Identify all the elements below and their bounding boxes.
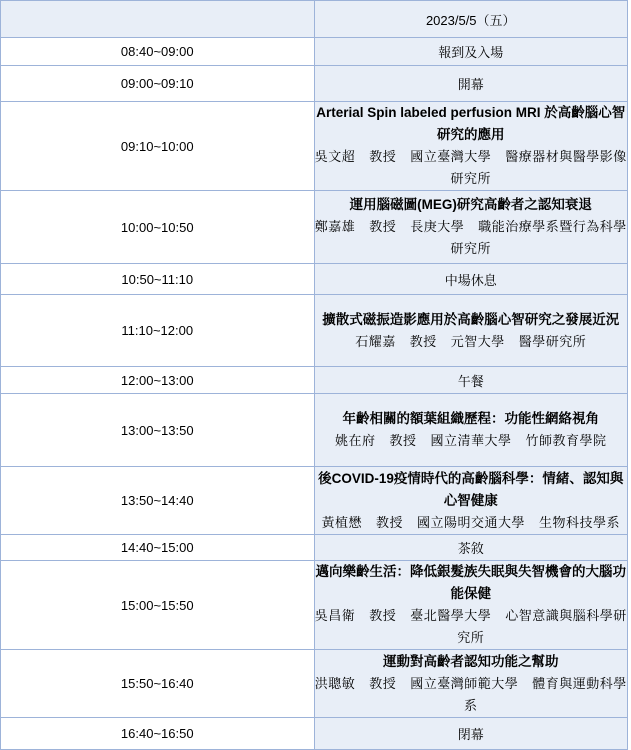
time-cell: 16:40~16:50 (1, 718, 315, 750)
talk-title: 運動對高齡者認知功能之幫助 (383, 653, 559, 669)
speaker-role: 教授 (369, 608, 397, 623)
speaker-line (315, 216, 628, 260)
time-cell: 10:50~11:10 (1, 264, 315, 295)
session-text: 報到及入場 (314, 38, 628, 66)
table-row (1, 650, 628, 718)
table-row (1, 102, 628, 191)
talk-title: 邁向樂齡生活：降低銀髮族失眠與失智機會的大腦功能保健 (315, 564, 626, 601)
speaker-role: 教授 (369, 149, 397, 164)
speaker-line (315, 146, 628, 190)
speaker-dept: 醫學研究所 (518, 333, 587, 349)
talk-title: 年齡相關的額葉組織歷程：功能性網絡視角 (342, 411, 599, 426)
session-cell (314, 650, 628, 718)
speaker-dept: 竹師教育學院 (525, 433, 607, 448)
speaker-name: 黃植懋 (321, 514, 362, 530)
speaker-org: 臺北醫學大學 (410, 608, 492, 623)
speaker-dept: 心智意識與腦科學研究所 (457, 608, 627, 645)
speaker-name: 姚在府 (334, 433, 376, 448)
speaker-dept: 體育與運動科學系 (463, 675, 627, 713)
table-row (1, 66, 628, 102)
session-cell (314, 191, 628, 264)
table-row (1, 295, 628, 367)
speaker-line (315, 430, 628, 452)
table-row (1, 38, 628, 66)
time-cell: 13:00~13:50 (1, 394, 315, 467)
header-blank-cell (1, 1, 315, 38)
session-cell (314, 394, 628, 467)
session-text: 中場休息 (314, 264, 628, 295)
speaker-dept: 職能治療學系暨行為科學研究所 (450, 219, 627, 256)
speaker-role: 教授 (389, 433, 417, 448)
speaker-org: 國立臺灣大學 (410, 149, 492, 164)
speaker-dept: 醫療器材與醫學影像研究所 (450, 149, 627, 186)
speaker-org: 長庚大學 (410, 219, 465, 234)
session-cell (314, 295, 628, 367)
speaker-name: 鄭嘉雄 (314, 219, 356, 234)
session-text: 開幕 (314, 66, 628, 102)
table-row (1, 264, 628, 295)
table-row (1, 367, 628, 394)
time-cell: 09:00~09:10 (1, 66, 315, 102)
table-row (1, 535, 628, 561)
time-cell: 13:50~14:40 (1, 467, 315, 535)
talk-title: 運用腦磁圖(MEG)研究高齡者之認知衰退 (349, 197, 592, 212)
time-cell: 12:00~13:00 (1, 367, 315, 394)
speaker-line (315, 512, 628, 534)
speaker-name: 洪聰敏 (314, 675, 356, 691)
session-cell (314, 561, 628, 650)
speaker-role: 教授 (369, 219, 397, 234)
session-cell (314, 102, 628, 191)
time-cell: 11:10~12:00 (1, 295, 315, 367)
speaker-name: 吳文超 (314, 149, 356, 164)
table-row (1, 561, 628, 650)
time-cell: 15:50~16:40 (1, 650, 315, 718)
speaker-line (315, 673, 628, 717)
speaker-org: 元智大學 (450, 333, 505, 349)
speaker-dept: 生物科技學系 (539, 514, 621, 530)
talk-title: 擴散式磁振造影應用於高齡腦心智研究之發展近況 (322, 311, 620, 327)
time-cell: 08:40~09:00 (1, 38, 315, 66)
speaker-org: 國立臺灣師範大學 (410, 675, 519, 691)
table-row (1, 394, 628, 467)
speaker-line (315, 605, 628, 649)
time-cell: 10:00~10:50 (1, 191, 315, 264)
table-row (1, 718, 628, 750)
header-row (1, 1, 628, 38)
header-date: 2023/5/5（五） (314, 1, 628, 38)
time-cell: 09:10~10:00 (1, 102, 315, 191)
session-text: 午餐 (314, 367, 628, 394)
speaker-line (315, 331, 628, 353)
speaker-org: 國立陽明交通大學 (417, 514, 526, 530)
time-cell: 15:00~15:50 (1, 561, 315, 650)
time-cell: 14:40~15:00 (1, 535, 315, 561)
talk-title: 後COVID-19疫情時代的高齡腦科學：情緒、認知與心智健康 (318, 470, 624, 508)
table-row (1, 467, 628, 535)
session-text: 閉幕 (314, 718, 628, 750)
session-cell (314, 467, 628, 535)
speaker-role: 教授 (369, 675, 397, 691)
speaker-name: 吳昌衛 (314, 608, 356, 623)
speaker-org: 國立清華大學 (430, 433, 512, 448)
table-row (1, 191, 628, 264)
session-text: 茶敘 (314, 535, 628, 561)
speaker-role: 教授 (375, 514, 403, 530)
speaker-name: 石耀嘉 (355, 333, 396, 349)
talk-title: Arterial Spin labeled perfusion MRI 於高齡腦心智研究的應用 (316, 105, 626, 142)
speaker-role: 教授 (409, 333, 437, 349)
